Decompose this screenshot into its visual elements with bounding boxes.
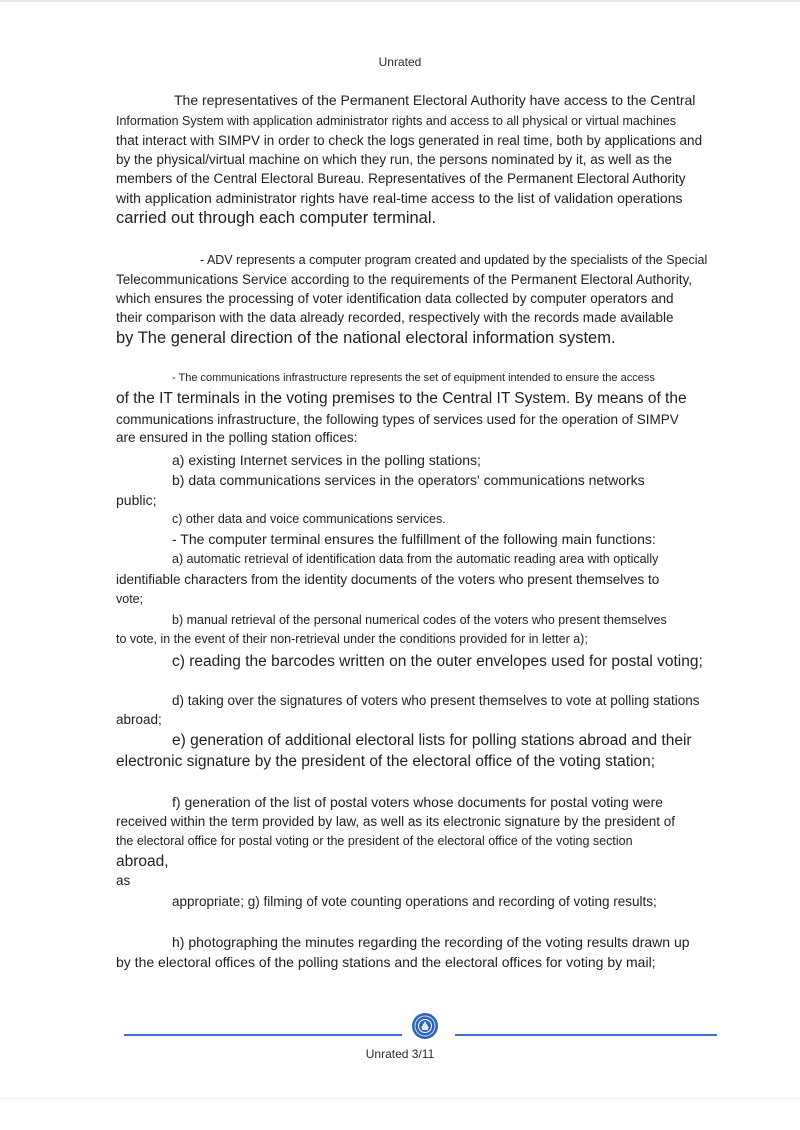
p2-line-5: by The general direction of the national electoral information system. <box>116 329 616 347</box>
terminal-a-line-2: identifiable characters from the identity documents of the voters who present themselves to <box>116 572 660 587</box>
terminal-a-line-3: vote; <box>116 592 144 606</box>
terminal-c: c) reading the barcodes written on the outer envelopes used for postal voting; <box>172 653 703 670</box>
terminal-b-line-1: b) manual retrieval of the personal numerical codes of the voters who present themselves <box>172 613 667 627</box>
service-item-b-cont: public; <box>116 492 157 508</box>
footer-rule-right <box>455 1034 717 1036</box>
terminal-d-line-2: abroad; <box>116 712 162 727</box>
scan-bottom-edge <box>0 1098 800 1099</box>
p1-line-2: Information System with application administrator rights and access to all physical or virtual machines <box>116 114 676 128</box>
footer-rule-left <box>124 1034 402 1036</box>
p2-line-2: Telecommunications Service according to the requirements of the Permanent Electoral Authority, <box>116 272 693 287</box>
service-item-b: b) data communications services in the operators' communications networks <box>172 472 645 488</box>
terminal-f-line-5: as <box>116 873 131 888</box>
terminal-intro: - The computer terminal ensures the fulfillment of the following main functions: <box>172 531 656 547</box>
service-item-a: a) existing Internet services in the polling stations; <box>172 452 481 468</box>
terminal-f-line-3: the electoral office for postal voting or the president of the electoral office of the voting section <box>116 834 633 848</box>
p3-line-1: - The communications infrastructure represents the set of equipment intended to ensure the access <box>172 372 655 384</box>
p1-line-5: members of the Central Electoral Bureau. Representatives of the Permanent Electoral Authority <box>116 171 686 186</box>
terminal-f-line-6: appropriate; g) filming of vote counting operations and recording of voting results; <box>172 894 657 909</box>
service-item-c: c) other data and voice communications services. <box>172 512 446 526</box>
terminal-e-line-2: electronic signature by the president of the electoral office of the voting station; <box>116 753 656 770</box>
p1-line-6: with application administrator rights have real-time access to the list of validation operations <box>116 190 683 206</box>
terminal-b-line-2: to vote, in the event of their non-retrieval under the conditions provided for in letter a); <box>116 632 588 646</box>
p3-line-4: are ensured in the polling station offices: <box>116 430 358 445</box>
terminal-f-line-2: received within the term provided by law, as well as its electronic signature by the president of <box>116 814 676 829</box>
p3-line-3: communications infrastructure, the following types of services used for the operation of SIMPV <box>116 412 679 427</box>
terminal-a-line-1: a) automatic retrieval of identification data from the automatic reading area with optically <box>172 552 659 566</box>
terminal-f-line-1: f) generation of the list of postal voters whose documents for postal voting were <box>172 794 664 810</box>
p1-line-4: by the physical/virtual machine on which they run, the persons nominated by it, as well as the <box>116 152 673 167</box>
p1-line-3: that interact with SIMPV in order to check the logs generated in real time, both by applications and <box>116 133 703 148</box>
header-classification: Unrated <box>378 55 422 69</box>
electoral-authority-seal-icon <box>411 1012 439 1040</box>
p2-line-1: - ADV represents a computer program created and updated by the specialists of the Special <box>200 253 708 267</box>
p2-line-3: which ensures the processing of voter identification data collected by computer operators and <box>116 291 674 306</box>
terminal-d-line-1: d) taking over the signatures of voters who present themselves to vote at polling stations <box>172 693 700 708</box>
p3-line-2: of the IT terminals in the voting premises to the Central IT System. By means of the <box>116 390 687 407</box>
terminal-e-line-1: e) generation of additional electoral lists for polling stations abroad and their <box>172 732 692 749</box>
p2-line-4: their comparison with the data already recorded, respectively with the records made available <box>116 310 674 325</box>
footer-page-number: Unrated 3/11 <box>365 1047 435 1061</box>
terminal-h-line-1: h) photographing the minutes regarding the recording of the voting results drawn up <box>172 934 690 950</box>
terminal-h-line-2: by the electoral offices of the polling stations and the electoral offices for voting by mail; <box>116 954 656 970</box>
terminal-f-line-4: abroad, <box>116 853 169 870</box>
p1-line-1: The representatives of the Permanent Electoral Authority have access to the Central <box>174 92 696 108</box>
p1-line-7: carried out through each computer terminal. <box>116 209 437 227</box>
scan-top-edge <box>0 0 800 2</box>
